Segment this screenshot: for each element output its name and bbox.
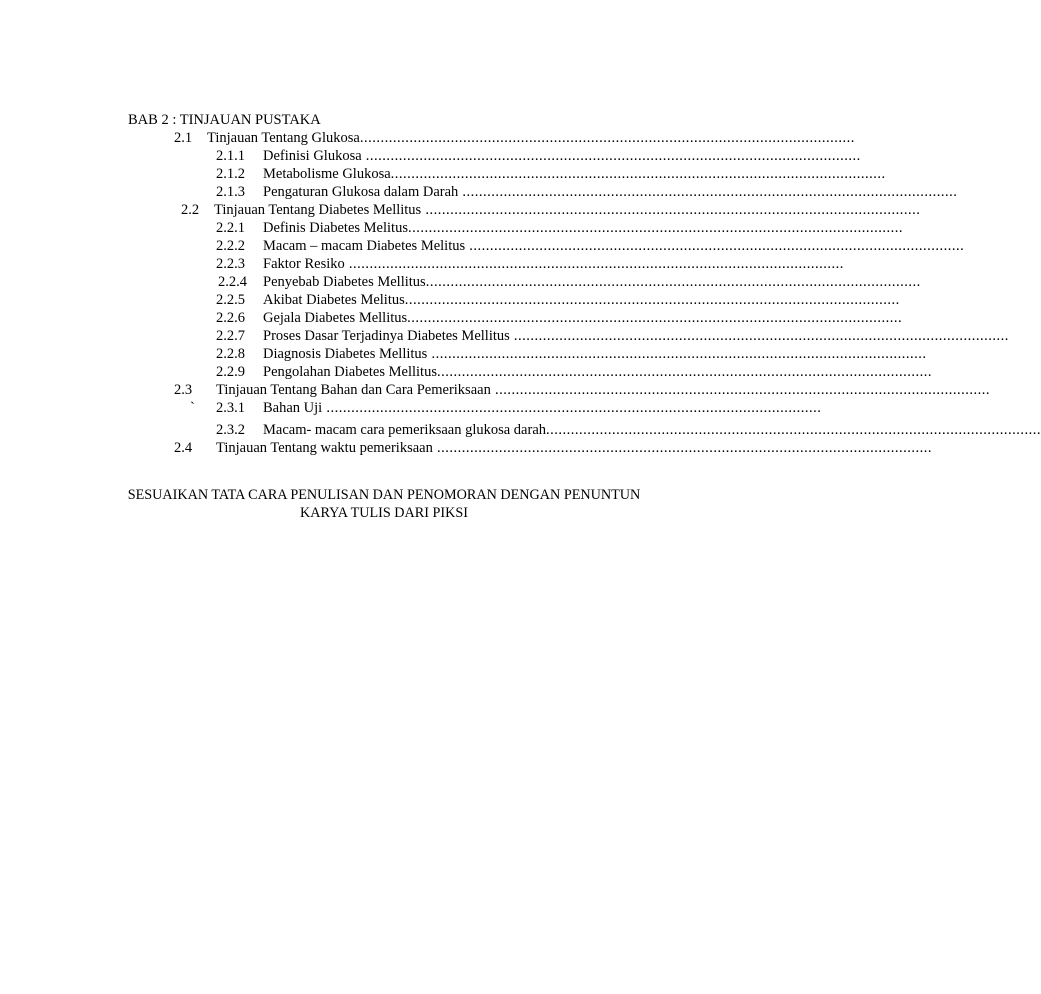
toc-title: Penyebab Diabetes Mellitus ........................................................................................................................ — [263, 274, 921, 290]
toc-title: Proses Dasar Terjadinya Diabetes Mellitus ........................................................................................................................ — [263, 328, 1009, 344]
toc-number: 2.3.2 — [216, 422, 245, 438]
toc-number: 2.2 — [181, 202, 200, 218]
toc-title: Bahan Uji ........................................................................................................................ — [263, 400, 822, 416]
toc-title: Faktor Resiko ........................................................................................................................ — [263, 256, 844, 272]
toc-number: 2.1.3 — [216, 184, 245, 200]
toc-title: Diagnosis Diabetes Mellitus ........................................................................................................................ — [263, 346, 927, 362]
toc-title: Metabolisme Glukosa ........................................................................................................................ — [263, 166, 886, 182]
toc-number: 2.4 — [174, 440, 193, 456]
toc-number: 2.3.1 — [216, 400, 245, 416]
instruction-note-line2: KARYA TULIS DARI PIKSI — [299, 505, 469, 521]
toc-number: 2.1 — [174, 130, 193, 146]
toc-title: Tinjauan Tentang Glukosa ........................................................................................................................ — [207, 130, 855, 146]
toc-number: 2.2.7 — [216, 328, 245, 344]
toc-title: Tinjauan Tentang waktu pemeriksaan ........................................................................................................................ — [216, 440, 932, 456]
toc-number: 2.2.4 — [218, 274, 247, 290]
instruction-note-line1: SESUAIKAN TATA CARA PENULISAN DAN PENOMORAN DENGAN PENUNTUN — [127, 487, 641, 503]
toc-number: 2.2.3 — [216, 256, 245, 272]
toc-title: Definisi Glukosa ........................................................................................................................ — [263, 148, 861, 164]
toc-number: 2.2.5 — [216, 292, 245, 308]
toc-number: 2.2.2 — [216, 238, 245, 254]
toc-title: Definis Diabetes Melitus ........................................................................................................................ — [263, 220, 903, 236]
chapter-heading: BAB 2 : TINJAUAN PUSTAKA — [128, 112, 321, 128]
toc-number: 2.2.1 — [216, 220, 245, 236]
toc-number: 2.2.8 — [216, 346, 245, 362]
toc-number: 2.1.1 — [216, 148, 245, 164]
toc-number: 2.2.6 — [216, 310, 245, 326]
toc-title: Pengolahan Diabetes Mellitus ........................................................................................................................ — [263, 364, 932, 380]
toc-number: 2.3 — [174, 382, 193, 398]
toc-title: Tinjauan Tentang Bahan dan Cara Pemeriksaan ........................................................................................................................ — [216, 382, 990, 398]
stray-mark: ` — [190, 400, 195, 416]
toc-title: Macam- macam cara pemeriksaan glukosa darah ........................................................................................................................ — [263, 422, 1041, 438]
toc-title: Akibat Diabetes Melitus ........................................................................................................................ — [263, 292, 900, 308]
toc-title: Pengaturan Glukosa dalam Darah ........................................................................................................................ — [263, 184, 958, 200]
toc-title: Gejala Diabetes Mellitus ........................................................................................................................ — [263, 310, 903, 326]
toc-title: Tinjauan Tentang Diabetes Mellitus ........................................................................................................................ — [214, 202, 921, 218]
toc-number: 2.2.9 — [216, 364, 245, 380]
toc-title: Macam – macam Diabetes Melitus ........................................................................................................................ — [263, 238, 965, 254]
toc-number: 2.1.2 — [216, 166, 245, 182]
